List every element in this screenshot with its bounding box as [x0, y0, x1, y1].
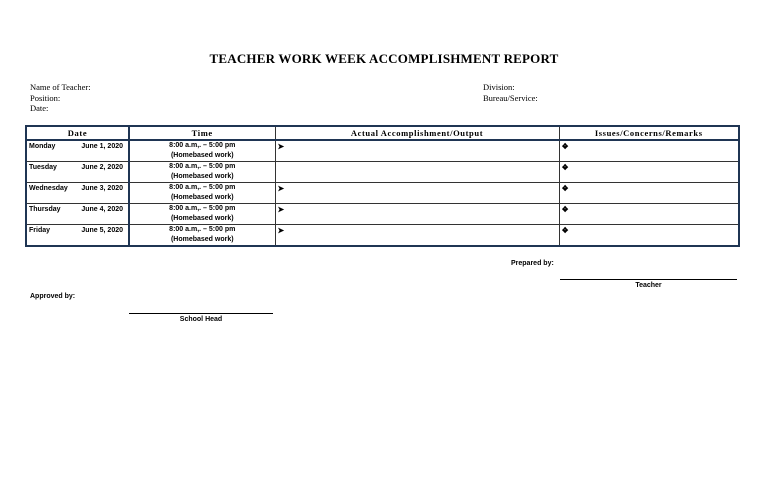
accomplishment-cell[interactable] [275, 140, 559, 162]
date-cell [26, 162, 129, 183]
time-cell [129, 162, 275, 183]
time-range: 8:00 a.m,. – 5:00 pm [169, 184, 236, 191]
accomplishment-cell[interactable] [275, 225, 559, 247]
approved-by-label: Approved by: [30, 293, 76, 300]
time-range: 8:00 a.m,. – 5:00 pm [169, 142, 236, 149]
date-cell [26, 140, 129, 162]
bureau-service-label: Bureau/Service: [483, 92, 538, 103]
time-cell [129, 204, 275, 225]
issues-cell[interactable] [559, 140, 739, 162]
division-info-block [483, 82, 538, 103]
date-cell [26, 204, 129, 225]
day-label: Tuesday [29, 164, 57, 171]
header-time: Time [129, 126, 275, 140]
issues-cell[interactable] [559, 162, 739, 183]
date-value: June 1, 2020 [81, 143, 123, 150]
work-mode: (Homebased work) [170, 173, 234, 180]
issues-cell[interactable] [559, 183, 739, 204]
date-label: Date: [30, 103, 49, 113]
work-mode: (Homebased work) [170, 215, 234, 222]
school-head-signature-caption: School Head [179, 316, 223, 323]
arrow-bullet-icon: ➤ [277, 226, 285, 235]
day-label: Monday [29, 143, 56, 150]
issues-cell[interactable] [559, 225, 739, 247]
accomplishment-cell[interactable] [275, 204, 559, 225]
arrow-bullet-icon: ➤ [277, 205, 285, 214]
diamond-bullet-icon: ❖ [561, 226, 569, 235]
time-cell [129, 225, 275, 247]
header-issues: Issues/Concerns/Remarks [559, 126, 739, 140]
header-date: Date [26, 126, 129, 140]
school-head-signature-line [129, 313, 273, 314]
table-row [26, 225, 739, 247]
time-cell [129, 183, 275, 204]
issues-cell[interactable] [559, 204, 739, 225]
day-label: Thursday [29, 206, 61, 213]
arrow-bullet-icon: ➤ [277, 142, 285, 151]
time-range: 8:00 a.m,. – 5:00 pm [169, 205, 236, 212]
diamond-bullet-icon: ❖ [561, 205, 569, 214]
table-row [26, 183, 739, 204]
diamond-bullet-icon: ❖ [561, 142, 569, 151]
table-header-row [26, 126, 739, 140]
arrow-bullet-icon: ➤ [277, 184, 285, 193]
date-value: June 4, 2020 [81, 206, 123, 213]
day-label: Wednesday [29, 185, 68, 192]
work-mode: (Homebased work) [170, 194, 234, 201]
date-value: June 5, 2020 [81, 227, 123, 234]
prepared-by-label: Prepared by: [511, 260, 554, 267]
teacher-info-block [30, 82, 91, 114]
work-mode: (Homebased work) [170, 236, 234, 243]
date-value: June 2, 2020 [81, 164, 123, 171]
day-label: Friday [29, 227, 51, 234]
diamond-bullet-icon: ❖ [561, 163, 569, 172]
date-cell [26, 183, 129, 204]
table-row [26, 204, 739, 225]
diamond-bullet-icon: ❖ [561, 184, 569, 193]
accomplishment-table [25, 125, 740, 247]
division-label: Division: [483, 82, 515, 92]
accomplishment-cell[interactable] [275, 183, 559, 204]
table-row [26, 140, 739, 162]
time-range: 8:00 a.m,. – 5:00 pm [169, 163, 236, 170]
teacher-signature-line [560, 279, 737, 280]
teacher-signature-caption: Teacher [635, 282, 662, 289]
position-label: Position: [30, 92, 61, 103]
header-accomplishment: Actual Accomplishment/Output [275, 126, 559, 140]
work-mode: (Homebased work) [170, 152, 234, 159]
report-title: TEACHER WORK WEEK ACCOMPLISHMENT REPORT [209, 51, 559, 66]
table-row [26, 162, 739, 183]
date-cell [26, 225, 129, 247]
time-range: 8:00 a.m,. – 5:00 pm [169, 226, 236, 233]
accomplishment-cell[interactable] [275, 162, 559, 183]
date-value: June 3, 2020 [81, 185, 123, 192]
name-of-teacher-label: Name of Teacher: [30, 82, 91, 92]
time-cell [129, 140, 275, 162]
